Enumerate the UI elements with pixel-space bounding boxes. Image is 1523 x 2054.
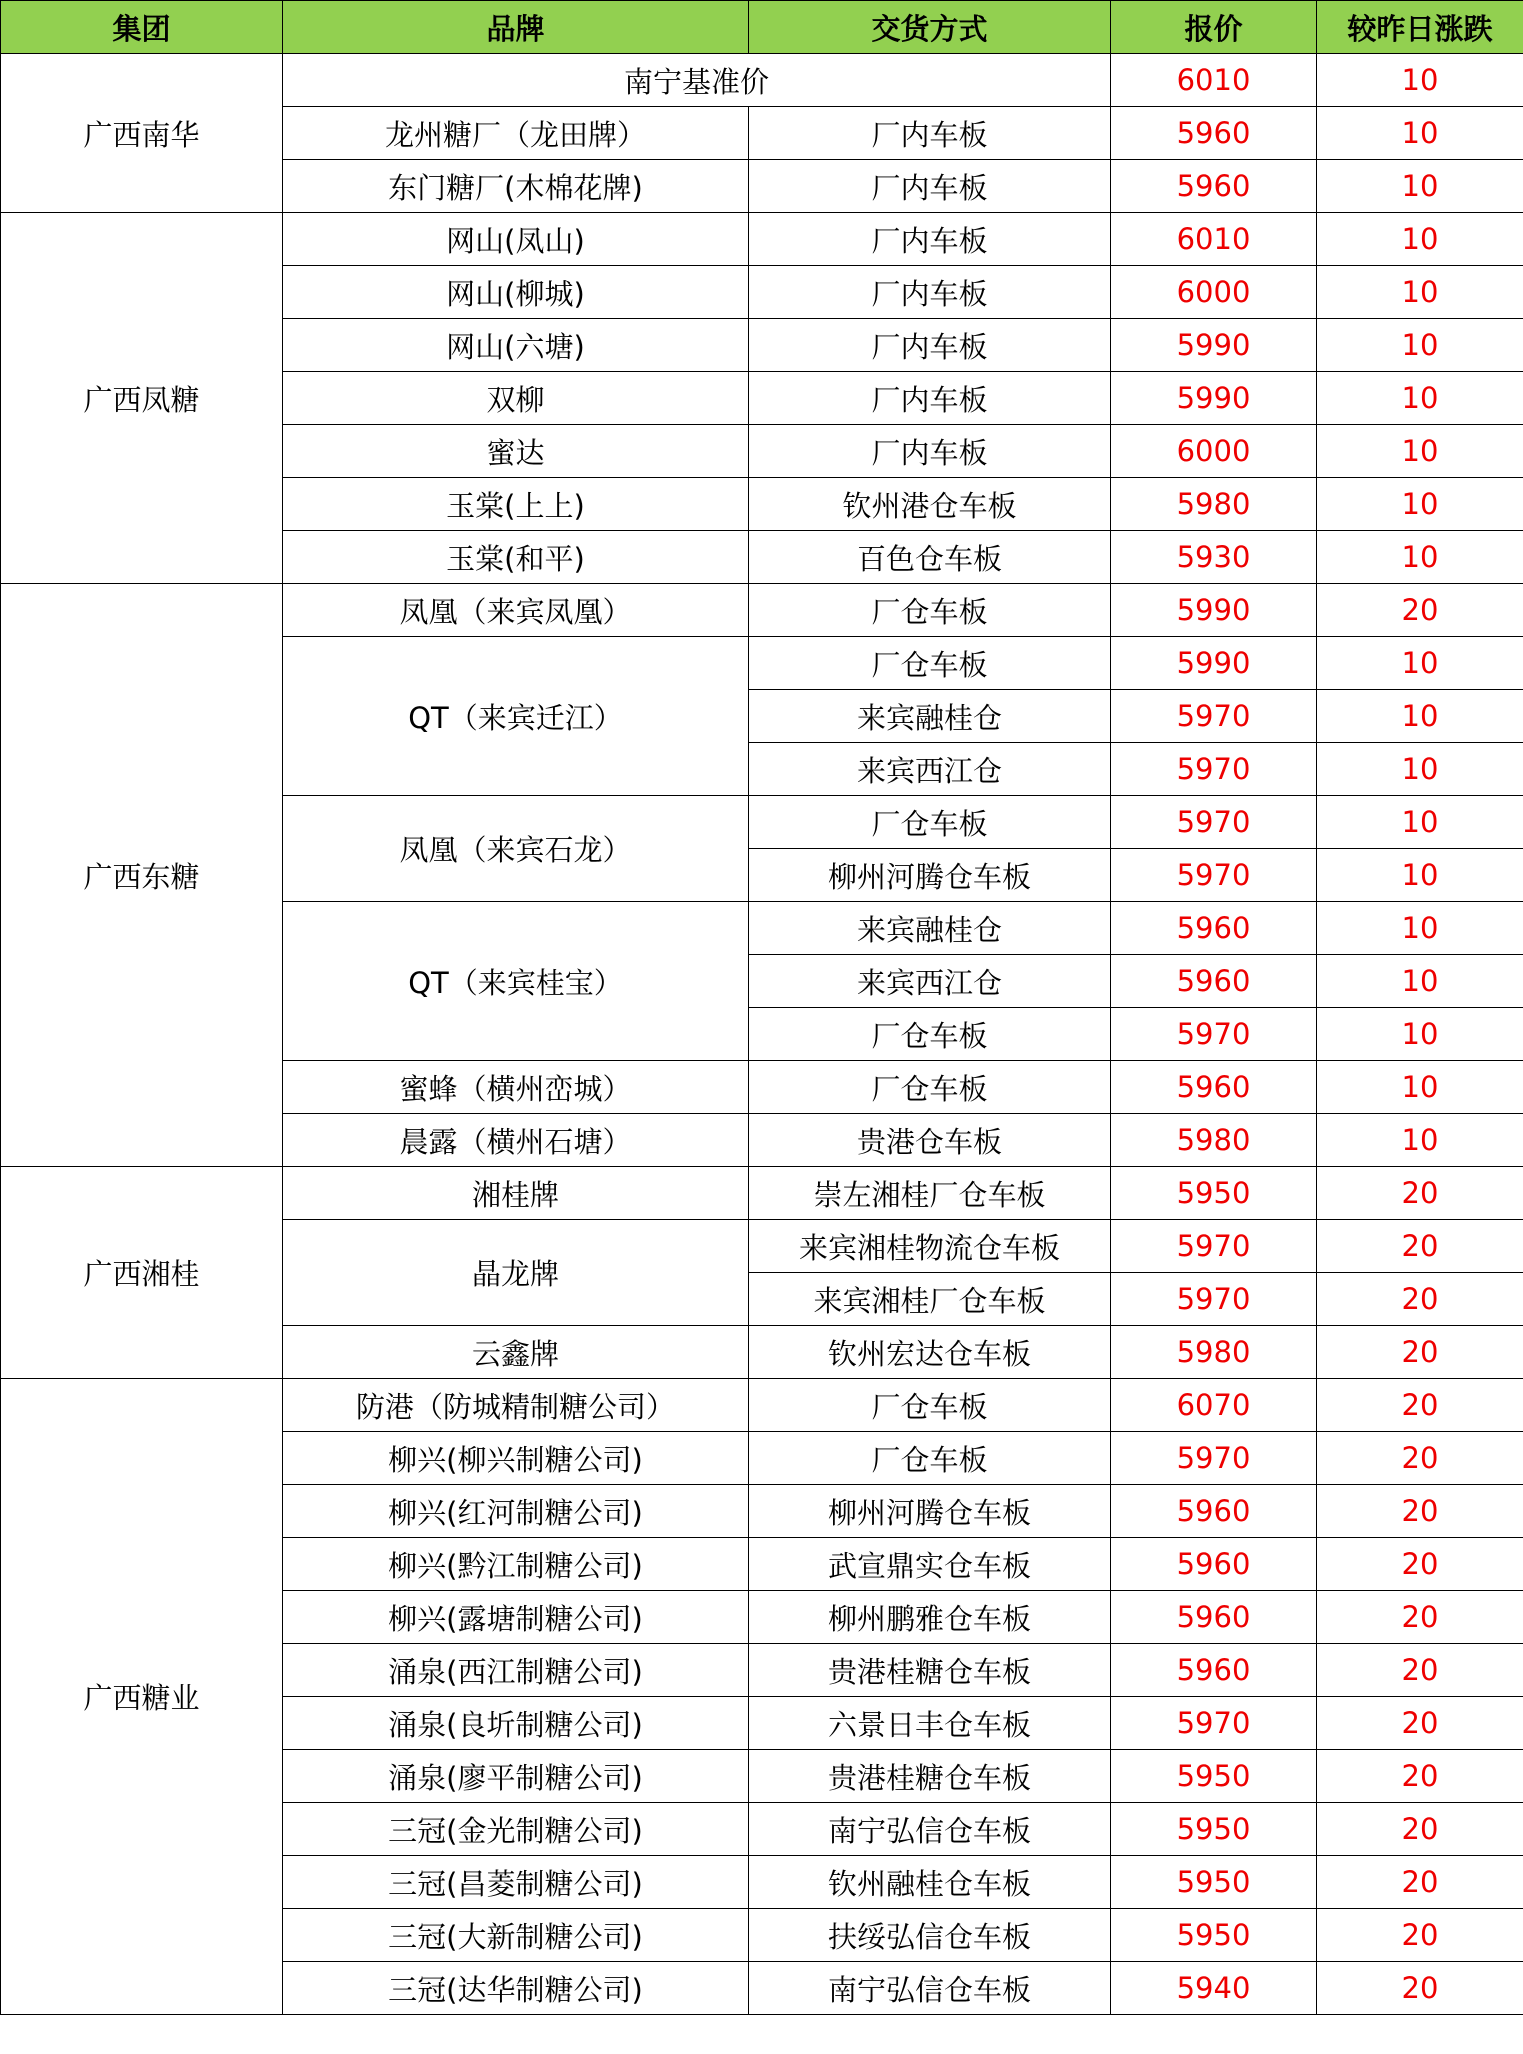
header-delivery: 交货方式 — [749, 1, 1111, 54]
table-row — [1, 1167, 1523, 1220]
brand-cell: 三冠(昌菱制糖公司) — [283, 1856, 749, 1909]
table-row — [1, 213, 1523, 266]
brand-cell: 蜜蜂（横州峦城） — [283, 1061, 749, 1114]
brand-cell: 东门糖厂(木棉花牌) — [283, 160, 749, 213]
brand-cell: 三冠(大新制糖公司) — [283, 1909, 749, 1962]
price-cell: 5960 — [1111, 107, 1317, 160]
delivery-cell: 厂仓车板 — [749, 1061, 1111, 1114]
price-cell: 5970 — [1111, 690, 1317, 743]
brand-cell: 云鑫牌 — [283, 1326, 749, 1379]
brand-cell: 网山(凤山) — [283, 213, 749, 266]
price-cell: 5990 — [1111, 637, 1317, 690]
change-cell: 20 — [1317, 1326, 1523, 1379]
change-cell: 10 — [1317, 1114, 1523, 1167]
brand-cell: 涌泉(良圻制糖公司) — [283, 1697, 749, 1750]
change-cell: 10 — [1317, 796, 1523, 849]
price-cell: 5940 — [1111, 1962, 1317, 2015]
delivery-cell: 柳州鹏雅仓车板 — [749, 1591, 1111, 1644]
price-cell: 5950 — [1111, 1167, 1317, 1220]
price-cell: 5980 — [1111, 1326, 1317, 1379]
brand-cell: QT（来宾桂宝） — [283, 902, 749, 1061]
delivery-cell: 厂仓车板 — [749, 637, 1111, 690]
price-cell: 5960 — [1111, 1485, 1317, 1538]
price-cell: 5970 — [1111, 743, 1317, 796]
delivery-cell: 扶绥弘信仓车板 — [749, 1909, 1111, 1962]
change-cell: 20 — [1317, 584, 1523, 637]
price-cell: 5970 — [1111, 1008, 1317, 1061]
delivery-cell: 贵港仓车板 — [749, 1114, 1111, 1167]
price-cell: 5980 — [1111, 478, 1317, 531]
delivery-cell: 钦州港仓车板 — [749, 478, 1111, 531]
header-price: 报价 — [1111, 1, 1317, 54]
change-cell: 20 — [1317, 1538, 1523, 1591]
change-cell: 10 — [1317, 1008, 1523, 1061]
change-cell: 10 — [1317, 372, 1523, 425]
delivery-cell: 南宁弘信仓车板 — [749, 1962, 1111, 2015]
header-group: 集团 — [1, 1, 283, 54]
brand-cell: 玉棠(和平) — [283, 531, 749, 584]
delivery-cell: 贵港桂糖仓车板 — [749, 1750, 1111, 1803]
group-cell: 广西糖业 — [1, 1379, 283, 2015]
price-cell: 5960 — [1111, 902, 1317, 955]
delivery-cell: 钦州融桂仓车板 — [749, 1856, 1111, 1909]
price-cell: 6000 — [1111, 266, 1317, 319]
brand-cell: 双柳 — [283, 372, 749, 425]
header-row — [1, 1, 1523, 54]
group-cell: 广西凤糖 — [1, 213, 283, 584]
change-cell: 10 — [1317, 213, 1523, 266]
change-cell: 20 — [1317, 1273, 1523, 1326]
brand-cell: 涌泉(廖平制糖公司) — [283, 1750, 749, 1803]
delivery-cell: 厂内车板 — [749, 160, 1111, 213]
price-cell: 5950 — [1111, 1856, 1317, 1909]
change-cell: 10 — [1317, 319, 1523, 372]
price-cell: 6010 — [1111, 213, 1317, 266]
brand-cell: QT（来宾迁江） — [283, 637, 749, 796]
brand-cell: 玉棠(上上) — [283, 478, 749, 531]
header-brand: 品牌 — [283, 1, 749, 54]
delivery-cell: 厂内车板 — [749, 107, 1111, 160]
delivery-cell: 厂仓车板 — [749, 1432, 1111, 1485]
price-cell: 5950 — [1111, 1750, 1317, 1803]
delivery-cell: 武宣鼎实仓车板 — [749, 1538, 1111, 1591]
delivery-cell: 厂内车板 — [749, 372, 1111, 425]
change-cell: 10 — [1317, 1061, 1523, 1114]
group-cell: 广西南华 — [1, 54, 283, 213]
price-cell: 5970 — [1111, 1273, 1317, 1326]
delivery-cell: 来宾融桂仓 — [749, 690, 1111, 743]
delivery-cell: 厂仓车板 — [749, 1008, 1111, 1061]
brand-cell: 凤凰（来宾石龙） — [283, 796, 749, 902]
change-cell: 10 — [1317, 160, 1523, 213]
change-cell: 20 — [1317, 1591, 1523, 1644]
brand-cell: 龙州糖厂（龙田牌） — [283, 107, 749, 160]
change-cell: 20 — [1317, 1432, 1523, 1485]
price-cell: 6070 — [1111, 1379, 1317, 1432]
delivery-cell: 六景日丰仓车板 — [749, 1697, 1111, 1750]
change-cell: 10 — [1317, 902, 1523, 955]
price-cell: 6010 — [1111, 54, 1317, 107]
brand-cell: 柳兴(红河制糖公司) — [283, 1485, 749, 1538]
brand-cell: 柳兴(黔江制糖公司) — [283, 1538, 749, 1591]
delivery-cell: 厂内车板 — [749, 266, 1111, 319]
brand-cell: 蜜达 — [283, 425, 749, 478]
change-cell: 20 — [1317, 1220, 1523, 1273]
delivery-cell: 来宾融桂仓 — [749, 902, 1111, 955]
baseline-cell: 南宁基准价 — [283, 54, 1111, 107]
brand-cell: 柳兴(柳兴制糖公司) — [283, 1432, 749, 1485]
brand-cell: 网山(柳城) — [283, 266, 749, 319]
price-cell: 5960 — [1111, 1061, 1317, 1114]
change-cell: 10 — [1317, 531, 1523, 584]
price-cell: 5990 — [1111, 319, 1317, 372]
delivery-cell: 柳州河腾仓车板 — [749, 849, 1111, 902]
price-cell: 5960 — [1111, 955, 1317, 1008]
change-cell: 20 — [1317, 1379, 1523, 1432]
price-cell: 5960 — [1111, 1538, 1317, 1591]
brand-cell: 晶龙牌 — [283, 1220, 749, 1326]
change-cell: 20 — [1317, 1750, 1523, 1803]
delivery-cell: 厂内车板 — [749, 213, 1111, 266]
price-cell: 5950 — [1111, 1803, 1317, 1856]
price-cell: 5960 — [1111, 1591, 1317, 1644]
change-cell: 20 — [1317, 1485, 1523, 1538]
delivery-cell: 贵港桂糖仓车板 — [749, 1644, 1111, 1697]
delivery-cell: 厂仓车板 — [749, 1379, 1111, 1432]
change-cell: 10 — [1317, 54, 1523, 107]
change-cell: 10 — [1317, 743, 1523, 796]
change-cell: 10 — [1317, 955, 1523, 1008]
delivery-cell: 柳州河腾仓车板 — [749, 1485, 1111, 1538]
change-cell: 20 — [1317, 1856, 1523, 1909]
delivery-cell: 来宾西江仓 — [749, 955, 1111, 1008]
brand-cell: 网山(六塘) — [283, 319, 749, 372]
change-cell: 10 — [1317, 107, 1523, 160]
change-cell: 10 — [1317, 425, 1523, 478]
brand-cell: 凤凰（来宾凤凰） — [283, 584, 749, 637]
price-cell: 6000 — [1111, 425, 1317, 478]
change-cell: 10 — [1317, 637, 1523, 690]
delivery-cell: 南宁弘信仓车板 — [749, 1803, 1111, 1856]
price-cell: 5970 — [1111, 1220, 1317, 1273]
table-row — [1, 584, 1523, 637]
table-row — [1, 54, 1523, 107]
change-cell: 20 — [1317, 1697, 1523, 1750]
price-cell: 5990 — [1111, 372, 1317, 425]
change-cell: 10 — [1317, 849, 1523, 902]
change-cell: 10 — [1317, 478, 1523, 531]
delivery-cell: 厂仓车板 — [749, 584, 1111, 637]
change-cell: 20 — [1317, 1962, 1523, 2015]
table-body — [1, 54, 1523, 2015]
price-cell: 5960 — [1111, 1644, 1317, 1697]
price-cell: 5990 — [1111, 584, 1317, 637]
brand-cell: 防港（防城精制糖公司） — [283, 1379, 749, 1432]
price-cell: 5930 — [1111, 531, 1317, 584]
price-cell: 5960 — [1111, 160, 1317, 213]
change-cell: 10 — [1317, 690, 1523, 743]
delivery-cell: 厂内车板 — [749, 425, 1111, 478]
price-cell: 5970 — [1111, 849, 1317, 902]
price-cell: 5980 — [1111, 1114, 1317, 1167]
delivery-cell: 来宾西江仓 — [749, 743, 1111, 796]
group-cell: 广西东糖 — [1, 584, 283, 1167]
delivery-cell: 崇左湘桂厂仓车板 — [749, 1167, 1111, 1220]
change-cell: 20 — [1317, 1167, 1523, 1220]
brand-cell: 湘桂牌 — [283, 1167, 749, 1220]
header-change: 较昨日涨跌 — [1317, 1, 1523, 54]
brand-cell: 柳兴(露塘制糖公司) — [283, 1591, 749, 1644]
price-cell: 5970 — [1111, 1697, 1317, 1750]
delivery-cell: 百色仓车板 — [749, 531, 1111, 584]
change-cell: 20 — [1317, 1803, 1523, 1856]
change-cell: 20 — [1317, 1909, 1523, 1962]
change-cell: 20 — [1317, 1644, 1523, 1697]
delivery-cell: 来宾湘桂厂仓车板 — [749, 1273, 1111, 1326]
price-cell: 5970 — [1111, 1432, 1317, 1485]
delivery-cell: 钦州宏达仓车板 — [749, 1326, 1111, 1379]
delivery-cell: 来宾湘桂物流仓车板 — [749, 1220, 1111, 1273]
price-cell: 5950 — [1111, 1909, 1317, 1962]
delivery-cell: 厂仓车板 — [749, 796, 1111, 849]
brand-cell: 涌泉(西江制糖公司) — [283, 1644, 749, 1697]
brand-cell: 三冠(金光制糖公司) — [283, 1803, 749, 1856]
group-cell: 广西湘桂 — [1, 1167, 283, 1379]
change-cell: 10 — [1317, 266, 1523, 319]
brand-cell: 三冠(达华制糖公司) — [283, 1962, 749, 2015]
delivery-cell: 厂内车板 — [749, 319, 1111, 372]
table-row — [1, 1379, 1523, 1432]
brand-cell: 晨露（横州石塘） — [283, 1114, 749, 1167]
price-cell: 5970 — [1111, 796, 1317, 849]
